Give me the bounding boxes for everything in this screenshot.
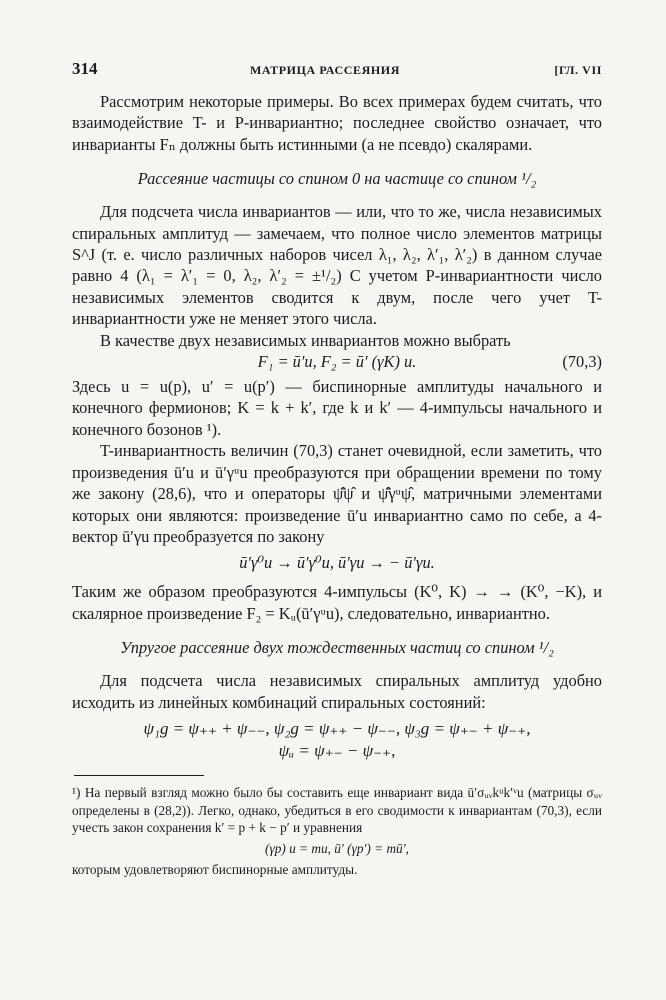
equation-number: (70,3) [562,352,602,372]
page-number: 314 [72,59,98,78]
footnote-tail: которым удовлетворяют биспинорные амплитуды. [72,861,358,877]
paragraph-momenta-transform: Таким же образом преобразуются 4-импульсы (K⁰, K) → → (K⁰, −K), и скалярное произведение F₂ = Kᵤ(ū′γᵘu), следовательно, инвариантно. [72,582,602,623]
footnote-divider [74,775,204,776]
intro-paragraph: Рассмотрим некоторые примеры. Во всех примерах будем считать, что взаимодействие T- и P-инвариантно; последнее свойство означает, что инварианты Fₙ должны быть истинными (а не псевдо) скалярами. [72,92,602,154]
paragraph-choose-invariants: В качестве двух независимых инвариантов можно выбрать [100,330,511,350]
paragraph-definitions: Здесь u = u(p), u′ = u(p′) — биспинорные амплитуды начального и конечного фермионов; K = k + k′, где k и k′ — 4-импульсы начального и конечного бозонов ¹). [72,377,602,439]
section-title-spin0-spin-half: Рассеяние частицы со спином 0 на частице со спином ¹/₂ [137,169,537,189]
book-page [72,55,602,878]
formula-70-3 [72,352,602,372]
paragraph-invariant-count: Для подсчета числа инвариантов — или, что то же, числа независимых спиральных амплитуд — замечаем, что полное число элементов матрицы S^J (т. е. число различных наборов чисел λ₁, λ₂, λ′₁, λ′₂) в данном случае равно 4 (λ₁ = λ′₁ = 0, λ₂, λ′₂ = ±¹/₂) С учетом P-инвариантности число независимых элементов сводится к двум, после чего учет T-инвариантности уже не меняет этого числа. [72,202,602,329]
formula-psi-gerade: ψ₁g = ψ₊₊ + ψ₋₋, ψ₂g = ψ₊₊ − ψ₋₋, ψ₃g = ψ₊₋ + ψ₋₊, [143,718,531,738]
paragraph-t-invariance: T-инвариантность величин (70,3) станет очевидной, если заметить, что произведения ū′u и ū′γᵘu преобразуются при обращении времени по тому же закону (28,6), что и операторы ψ̂̄ψ̂ и ψ̂̄γᵘψ̂, матричными элементами которых они являются: произведение ū′u инвариантно само по себе, а 4-вектор ū′γu преобразуется по закону [72,441,602,546]
section-title-identical-particles: Упругое рассеяние двух тождественных частиц со спином ¹/₂ [120,638,554,658]
footnote-formula: (γp) u = mu, ū′ (γp′) = mū′, [265,840,409,856]
chapter-label: [ГЛ. VII [554,63,602,77]
page-header [72,55,602,83]
paragraph-helicity-combinations: Для подсчета числа независимых спиральных амплитуд удобно исходить из линейных комбинаций спиральных состояний: [72,671,602,712]
footnote-text: ¹) На первый взгляд можно было бы составить еще инвариант вида ū′σᵤᵥkᵘk′ᵛu (матрицы σᵤᵥ определены в (28,2)). Легко, однако, убедиться в его сводимости к инвариантам (70,3), если учесть закон сохранения k′ = p + k − p′ и уравнения [72,784,602,836]
formula-psi-ungerade: ψᵤ = ψ₊₋ − ψ₋₊, [278,740,396,760]
running-title: МАТРИЦА РАССЕЯНИЯ [250,63,401,77]
formula-70-3-body: F₁ = ū′u, F₂ = ū′ (γK) u. [257,352,417,372]
formula-transformation: ū′γ⁰u → ū′γ⁰u, ū′γu → − ū′γu. [239,553,435,573]
